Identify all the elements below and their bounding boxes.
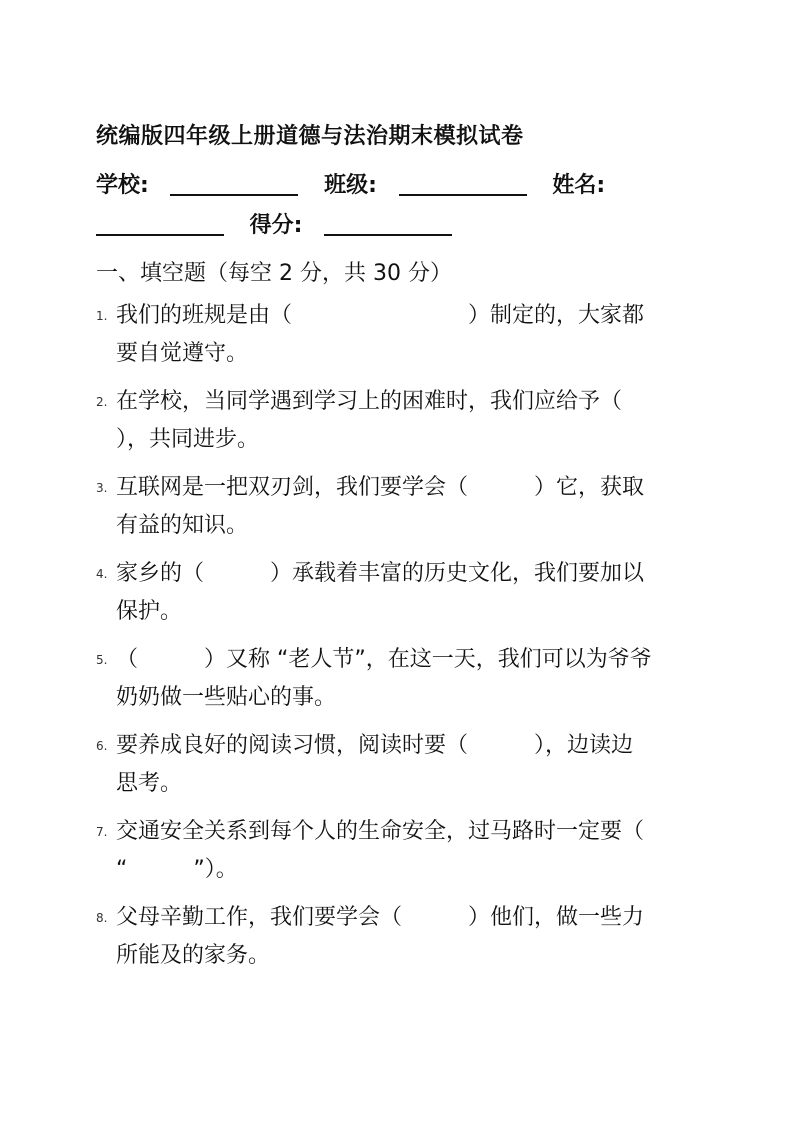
question-number: 2.: [96, 395, 108, 409]
question-7: [96, 813, 696, 889]
name-blank[interactable]: [96, 212, 224, 236]
question-8: [96, 899, 696, 975]
school-blank[interactable]: [170, 172, 298, 196]
score-blank[interactable]: [324, 212, 452, 236]
score-label: 得分:: [249, 213, 303, 238]
question-text: （ ）又称 “老人节”，在这一天，我们可以为爷爷: [116, 647, 652, 672]
name-label: 姓名:: [552, 173, 606, 198]
question-text-cont: 奶奶做一些贴心的事。: [116, 685, 337, 710]
section-heading: 一、填空题（每空 2 分，共 30 分）: [96, 261, 452, 286]
question-1: [96, 297, 696, 373]
question-number: 4.: [96, 567, 108, 581]
question-text: 我们的班规是由（ ）制定的，大家都: [116, 303, 645, 328]
question-number: 5.: [96, 653, 108, 667]
question-6: [96, 727, 696, 803]
question-text: 父母辛勤工作，我们要学会（ ）他们，做一些力: [116, 905, 645, 930]
info-line-2: [96, 208, 452, 239]
class-blank[interactable]: [399, 172, 527, 196]
question-4: [96, 555, 696, 631]
question-text: 交通安全关系到每个人的生命安全，过马路时一定要（: [116, 819, 645, 844]
question-text-cont: 所能及的家务。: [116, 943, 271, 968]
page-title: 统编版四年级上册道德与法治期末模拟试卷: [96, 124, 524, 149]
question-5: [96, 641, 696, 717]
question-number: 3.: [96, 481, 108, 495]
question-text-cont: “ ”）。: [116, 857, 238, 882]
question-text: 要养成良好的阅读习惯，阅读时要（ ），边读边: [116, 733, 634, 758]
question-text-cont: 保护。: [116, 599, 183, 624]
question-text-cont: 有益的知识。: [116, 513, 249, 538]
question-number: 1.: [96, 309, 108, 323]
question-number: 8.: [96, 911, 108, 925]
class-label: 班级:: [324, 173, 377, 198]
question-text-cont: ），共同进步。: [116, 427, 260, 452]
question-number: 7.: [96, 825, 108, 839]
question-text-cont: 思考。: [116, 771, 183, 796]
school-label: 学校:: [96, 173, 149, 198]
info-line-1: [96, 168, 605, 199]
question-2: [96, 383, 696, 459]
question-3: [96, 469, 696, 545]
question-text: 在学校，当同学遇到学习上的困难时，我们应给予（: [116, 389, 623, 414]
question-number: 6.: [96, 739, 108, 753]
question-text: 互联网是一把双刃剑，我们要学会（ ）它，获取: [116, 475, 645, 500]
question-text-cont: 要自觉遵守。: [116, 341, 249, 366]
question-text: 家乡的（ ）承载着丰富的历史文化，我们要加以: [116, 561, 645, 586]
